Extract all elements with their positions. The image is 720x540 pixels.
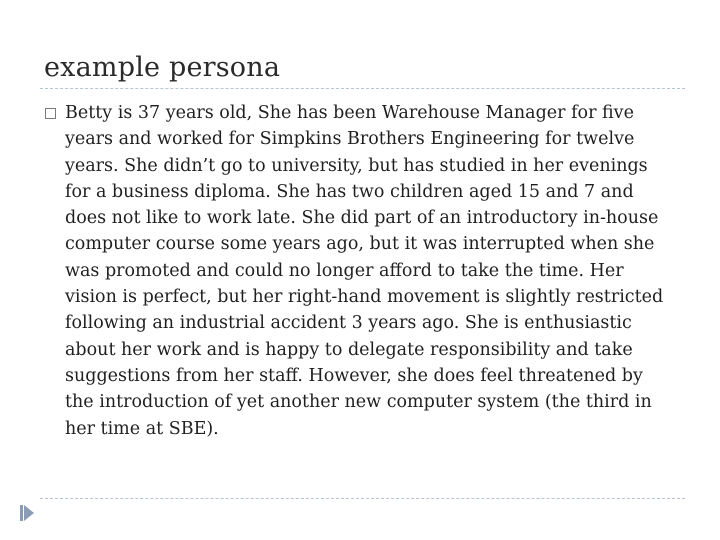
- persona-description: Betty is 37 years old, She has been Warehouse Manager for five years and worked for Simpkins Brothers Engineering for twelve years. She didn’t go to university, but has studied in her evenings for a business diploma. She has two children aged 15 and 7 and does not like to work late. She did part of an introductory in-house computer course some years ago, but it was interrupted when she was promoted and could no longer afford to take the time. Her vision is perfect, but her right-hand movement is slightly restricted following an industrial accident 3 years ago. She is enthusiastic about her work and is happy to delegate responsibility and take suggestions from her staff. However, she does feel threatened by the introduction of yet another new computer system (the third in her time at SBE).: [65, 103, 664, 439]
- footer-divider: [40, 498, 685, 499]
- next-slide-arrow-icon[interactable]: [24, 505, 34, 521]
- title-divider: [40, 88, 685, 89]
- next-slide-arrow-bar[interactable]: [20, 505, 23, 521]
- square-bullet-icon: [45, 108, 56, 119]
- slide-title: example persona: [44, 52, 281, 83]
